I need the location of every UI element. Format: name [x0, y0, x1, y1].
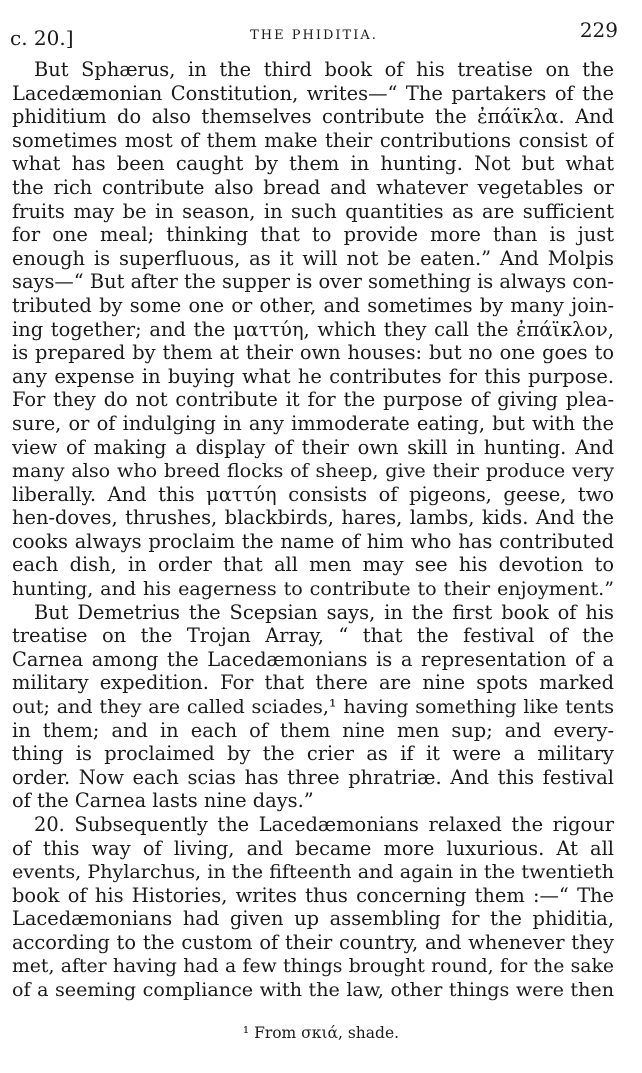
text-line: ing together; and the ματτύη, which they call the ἐπάϊκλον,	[12, 317, 614, 341]
text-line: fruits may be in season, in such quantities as are sufficient	[12, 199, 614, 223]
text-line: 20. Subsequently the Lacedæmonians relaxed the rigour	[34, 813, 614, 836]
text-line: For they do not contribute it for the purpose of giving plea-	[12, 388, 614, 412]
text-line: Lacedæmonian Constitution, writes—“ The partakers of the	[12, 81, 614, 105]
text-line: view of making a display of their own skill in hunting. And	[12, 435, 614, 459]
text-line: military expedition. For that there are nine spots marked	[12, 671, 614, 695]
text-line: tributed by some one or other, and sometimes by many join-	[12, 293, 614, 317]
text-line: many also who breed flocks of sheep, give their produce very	[12, 459, 614, 483]
body-text	[12, 58, 614, 1002]
text-line: phiditium do also themselves contribute the ἐπάϊκλα. And	[12, 105, 614, 129]
text-line: what has been caught by them in hunting. Not but what	[12, 152, 614, 176]
chapter-reference: c. 20.]	[10, 26, 74, 50]
text-line: the rich contribute also bread and whatever vegetables or	[12, 175, 614, 199]
text-line: any expense in buying what he contributes for this purpose.	[12, 364, 614, 388]
page-number: 229	[579, 18, 618, 42]
running-title: THE PHIDITIA.	[250, 28, 378, 43]
text-line: out; and they are called sciades,¹ having something like tents	[12, 695, 614, 719]
text-line: book of his Histories, writes thus concerning them :—“ The	[12, 883, 614, 907]
text-line: each dish, in order that all men may see his devotion to	[12, 553, 614, 577]
text-line: of this way of living, and became more luxurious. At all	[12, 836, 614, 860]
text-line: treatise on the Trojan Array, “ that the festival of the	[12, 624, 614, 648]
text-line: met, after having had a few things brought round, for the sake	[12, 955, 614, 977]
text-line: hunting, and his eagerness to contribute to their enjoyment.”	[12, 577, 614, 601]
text-line: sometimes most of them make their contributions consist of	[12, 128, 614, 152]
text-line: according to the custom of their country, and whenever they	[12, 930, 614, 954]
text-line: thing is proclaimed by the crier as if it were a military	[12, 742, 614, 766]
text-line: is prepared by them at their own houses: but no one goes to	[12, 341, 614, 365]
text-line: in them; and in each of them nine men sup; and every-	[12, 718, 614, 742]
text-line: Lacedæmonians had given up assembling for the phiditia,	[12, 907, 614, 931]
running-header	[10, 18, 618, 48]
text-line: sure, or of indulging in any immoderate eating, but with the	[12, 411, 614, 435]
text-line: liberally. And this ματτύη consists of pigeons, geese, two	[12, 482, 614, 506]
text-line: events, Phylarchus, in the fifteenth and again in the twentieth	[12, 860, 614, 884]
text-line: says—“ But after the supper is over something is always con-	[12, 270, 614, 294]
text-line: cooks always proclaim the name of him who has contributed	[12, 529, 614, 553]
footnote: ¹ From σκιά, shade.	[242, 1024, 400, 1042]
text-line: of the Carnea lasts nine days.”	[12, 789, 314, 813]
text-line: Carnea among the Lacedæmonians is a representation of a	[12, 647, 614, 671]
text-line: But Sphærus, in the third book of his treatise on the	[34, 58, 614, 81]
text-line: of a seeming compliance with the law, other things were then	[12, 978, 614, 1002]
text-line: for one meal; thinking that to provide more than is just	[12, 223, 614, 247]
text-line: enough is superfluous, as it will not be eaten.” And Molpis	[12, 246, 614, 270]
text-line: order. Now each scias has three phratriæ. And this festival	[12, 765, 614, 789]
text-line: But Demetrius the Scepsian says, in the first book of his	[34, 600, 614, 624]
text-line: hen-doves, thrushes, blackbirds, hares, lambs, kids. And the	[12, 506, 614, 530]
